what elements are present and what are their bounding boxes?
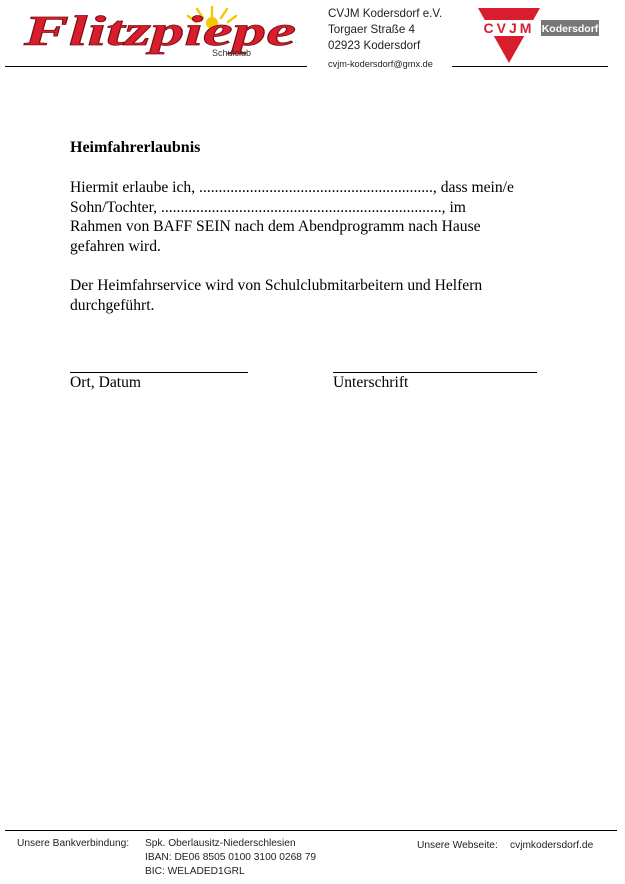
website-label: Unsere Webseite: (417, 840, 498, 851)
letter-title: Heimfahrerlaubnis (70, 139, 201, 156)
permission-paragraph (70, 178, 570, 256)
place-date-line (70, 372, 248, 373)
signature-label: Unterschrift (333, 374, 409, 391)
permission-line-1: Hiermit erlaube ich, ............................................................, dass mein/e (70, 179, 514, 196)
cvjm-letters: CVJM (483, 20, 535, 36)
flitzpiepe-logo-image (22, 5, 302, 57)
cvjm-place: Kodersdorf (541, 23, 599, 35)
header-rule-left (5, 66, 307, 67)
footer-rule (5, 830, 617, 831)
website-url: cvjmkodersdorf.de (510, 840, 594, 851)
flitzpiepe-wordmark: Flitzpiepe (22, 9, 297, 55)
address-city: 02923 Kodersdorf (328, 39, 421, 52)
address-org-name: CVJM Kodersdorf e.V. (328, 7, 443, 20)
service-line-2: durchgeführt. (70, 296, 155, 314)
permission-line-2: Sohn/Tochter, ........................................................................, im (70, 198, 466, 216)
place-date-label: Ort, Datum (70, 374, 142, 391)
flitzpiepe-logo (22, 5, 302, 57)
permission-line-3: Rahmen von BAFF SEIN nach dem Abendprogramm nach Hause (70, 218, 481, 236)
address-street: Torgaer Straße 4 (328, 23, 415, 36)
bank-iban: IBAN: DE06 8505 0100 3100 0268 79 (145, 852, 317, 863)
cvjm-logo-image (478, 5, 603, 67)
bank-name: Spk. Oberlausitz-Niederschlesien (145, 838, 296, 849)
service-paragraph (70, 276, 570, 315)
permission-line-4: gefahren wird. (70, 237, 161, 255)
schulclub-tagline: Schulclub (212, 48, 252, 57)
signature-line (333, 372, 537, 373)
service-line-1: Der Heimfahrservice wird von Schulclubmitarbeitern und Helfern (70, 277, 483, 294)
bank-label: Unsere Bankverbindung: (17, 838, 130, 849)
bank-bic: BIC: WELADED1GRL (145, 866, 245, 877)
cvjm-logo (478, 5, 603, 67)
address-email: cvjm-kodersdorf@gmx.de (328, 59, 433, 69)
